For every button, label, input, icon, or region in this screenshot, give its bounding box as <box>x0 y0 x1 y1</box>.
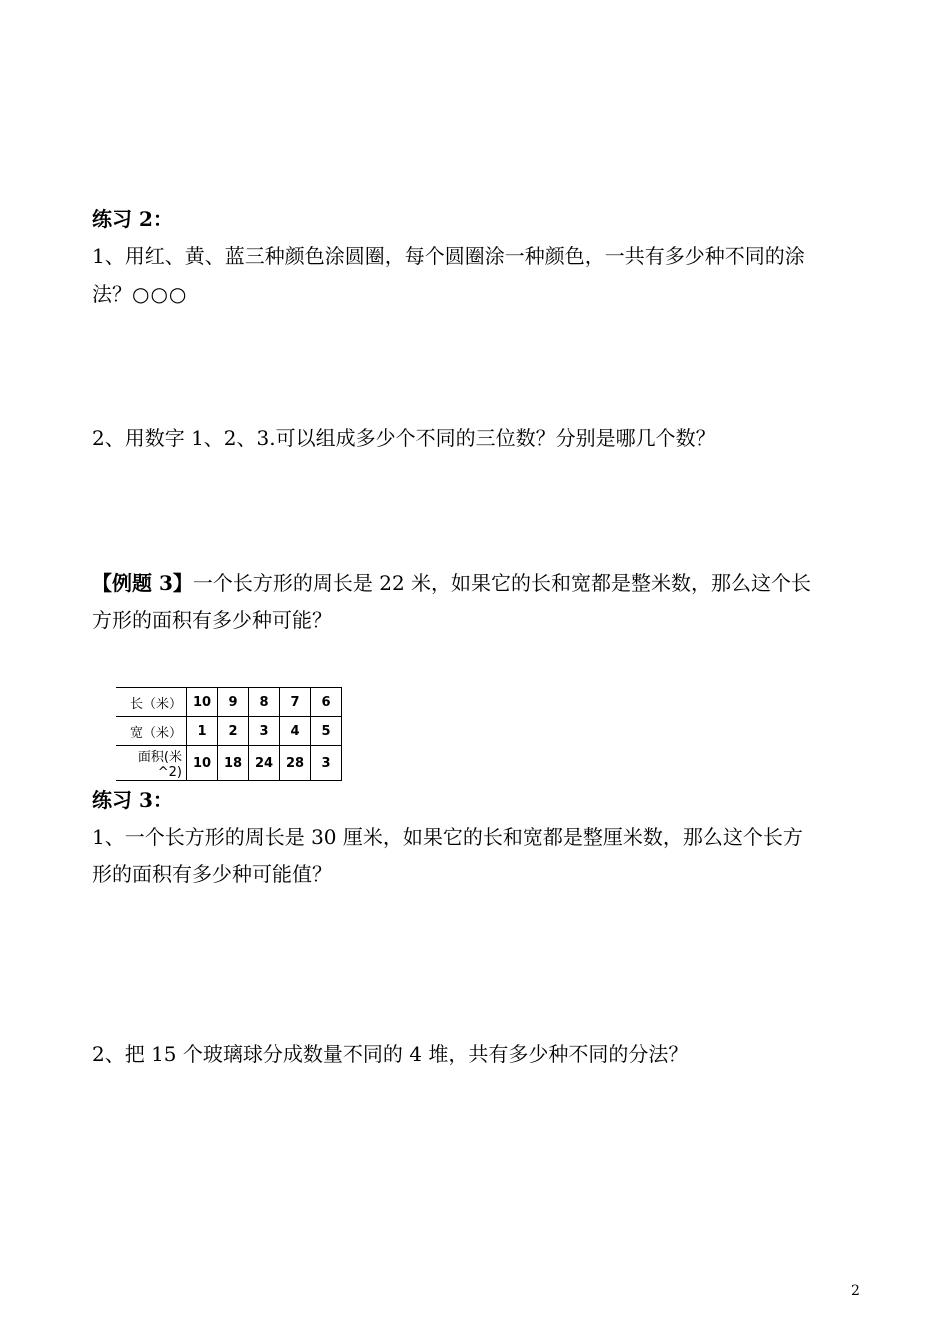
practice2-q1-line1: 1、用红、黄、蓝三种颜色涂圆圈，每个圆圈涂一种颜色，一共有多少种不同的涂 <box>92 244 805 268</box>
practice3-heading: 练习 3： <box>92 788 173 812</box>
table-cell: 3 <box>311 746 342 781</box>
example3-line2: 方形的面积有多少种可能？ <box>92 608 332 632</box>
length-width-area-table <box>116 687 342 781</box>
example3-label: 【例题 3】 <box>92 571 193 595</box>
table-cell: 2 <box>218 717 249 746</box>
table-cell: 8 <box>249 688 280 717</box>
table-cell: 24 <box>249 746 280 781</box>
table-cell: 6 <box>311 688 342 717</box>
practice2-q2: 2、用数字 1、2、3.可以组成多少个不同的三位数？分别是哪几个数？ <box>92 426 716 450</box>
table-cell: 9 <box>218 688 249 717</box>
example3-line1 <box>92 569 811 597</box>
practice2-q1-line2-text: 法？ <box>92 282 132 306</box>
table-cell: 1 <box>187 717 218 746</box>
example3-line1-text: 一个长方形的周长是 22 米，如果它的长和宽都是整米数，那么这个长 <box>192 571 812 595</box>
practice2-q1-line2 <box>92 280 187 308</box>
table-cell: 7 <box>280 688 311 717</box>
row-header-area: 面积(米^2) <box>116 746 187 781</box>
table-cell: 28 <box>280 746 311 781</box>
practice3-q2: 2、把 15 个玻璃球分成数量不同的 4 堆，共有多少种不同的分法？ <box>92 1042 689 1066</box>
practice2-heading: 练习 2： <box>92 207 173 231</box>
row-header-width: 宽（米） <box>116 717 187 746</box>
page-number: 2 <box>851 1283 860 1299</box>
table-row-width <box>116 717 342 746</box>
table-cell: 5 <box>311 717 342 746</box>
circles-graphic: ○○○ <box>132 282 188 306</box>
row-header-length: 长（米） <box>116 688 187 717</box>
table-cell: 3 <box>249 717 280 746</box>
table-cell: 10 <box>187 688 218 717</box>
table-cell: 10 <box>187 746 218 781</box>
practice3-q1-line2: 形的面积有多少种可能值？ <box>92 862 332 886</box>
practice3-q1-line1: 1、一个长方形的周长是 30 厘米，如果它的长和宽都是整厘米数，那么这个长方 <box>92 825 803 849</box>
table-row-area <box>116 746 342 781</box>
table-row-length <box>116 688 342 717</box>
table-cell: 4 <box>280 717 311 746</box>
table-cell: 18 <box>218 746 249 781</box>
